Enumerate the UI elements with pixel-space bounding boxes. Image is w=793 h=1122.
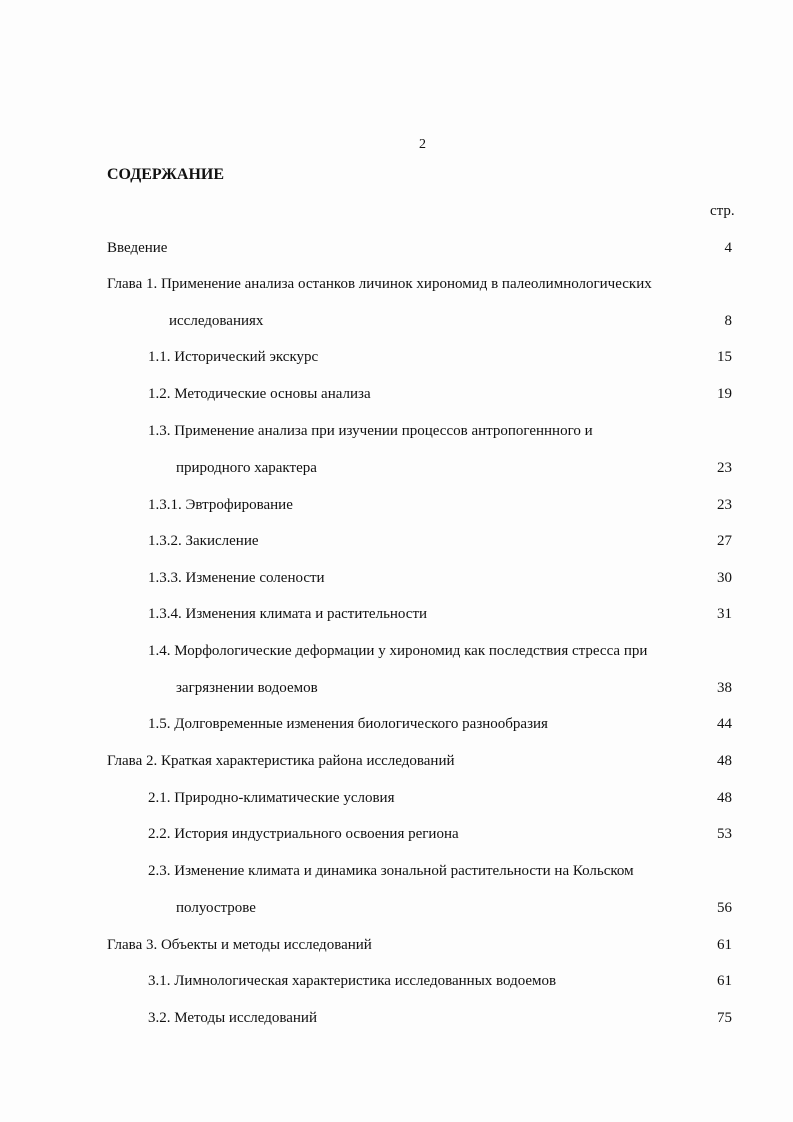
toc-entry-title: 1.3.4. Изменения климата и растительности [148, 606, 428, 622]
toc-entry-page: 23 [717, 460, 732, 476]
toc-entry-page: 44 [717, 716, 732, 732]
toc-entry-title: 1.4. Морфологические деформации у хирономид как последствия стресса при [148, 643, 648, 659]
toc-entry-page: 31 [717, 606, 732, 622]
toc-entry-title: 1.3.2. Закисление [148, 533, 259, 549]
toc-entry-page: 4 [724, 240, 732, 256]
toc-entry-page: 15 [717, 349, 732, 365]
toc-entry-title: 1.3.1. Эвтрофирование [148, 497, 293, 513]
page-column-label: стр. [710, 203, 735, 219]
toc-entry-page: 30 [717, 570, 732, 586]
toc-entry-title: 1.2. Методические основы анализа [148, 386, 371, 402]
toc-entry-title: 2.1. Природно-климатические условия [148, 790, 395, 806]
toc-entry-title: загрязнении водоемов [176, 680, 318, 696]
page-number: 2 [419, 137, 426, 152]
toc-entry-title: природного характера [176, 460, 317, 476]
toc-entry-page: 53 [717, 826, 732, 842]
toc-entry-page: 56 [717, 900, 732, 916]
toc-entry-title: 1.5. Долговременные изменения биологического разнообразия [148, 716, 548, 732]
toc-entry-title: полуострове [176, 900, 256, 916]
toc-entry-page: 8 [724, 313, 732, 329]
toc-entry-title: исследованиях [169, 313, 264, 329]
toc-entry-page: 19 [717, 386, 732, 402]
toc-entry-title: 3.1. Лимнологическая характеристика исследованных водоемов [148, 973, 557, 989]
toc-entry-page: 48 [717, 753, 732, 769]
toc-entry-page: 38 [717, 680, 732, 696]
toc-entry-page: 61 [717, 973, 732, 989]
toc-entry-page: 23 [717, 497, 732, 513]
toc-entry-title: 2.3. Изменение климата и динамика зональной растительности на Кольском [148, 863, 634, 879]
toc-entry-page: 48 [717, 790, 732, 806]
toc-entry-title: Глава 2. Краткая характеристика района исследований [107, 753, 455, 769]
toc-entry-page: 27 [717, 533, 732, 549]
toc-heading: СОДЕРЖАНИЕ [107, 166, 225, 183]
toc-entry-page: 61 [717, 937, 732, 953]
toc-entry-title: 3.2. Методы исследований [148, 1010, 317, 1026]
toc-entry-title: 1.3. Применение анализа при изучении процессов антропогеннного и [148, 423, 593, 439]
toc-entry-title: 1.3.3. Изменение солености [148, 570, 325, 586]
toc-entry-title: 1.1. Исторический экскурс [148, 349, 319, 365]
toc-entry-title: Глава 3. Объекты и методы исследований [107, 937, 372, 953]
toc-entry-title: Введение [107, 240, 168, 256]
toc-entry-page: 75 [717, 1010, 732, 1026]
toc-entry-title: 2.2. История индустриального освоения региона [148, 826, 459, 842]
toc-entry-title: Глава 1. Применение анализа останков личинок хирономид в палеолимнологических [107, 276, 652, 292]
